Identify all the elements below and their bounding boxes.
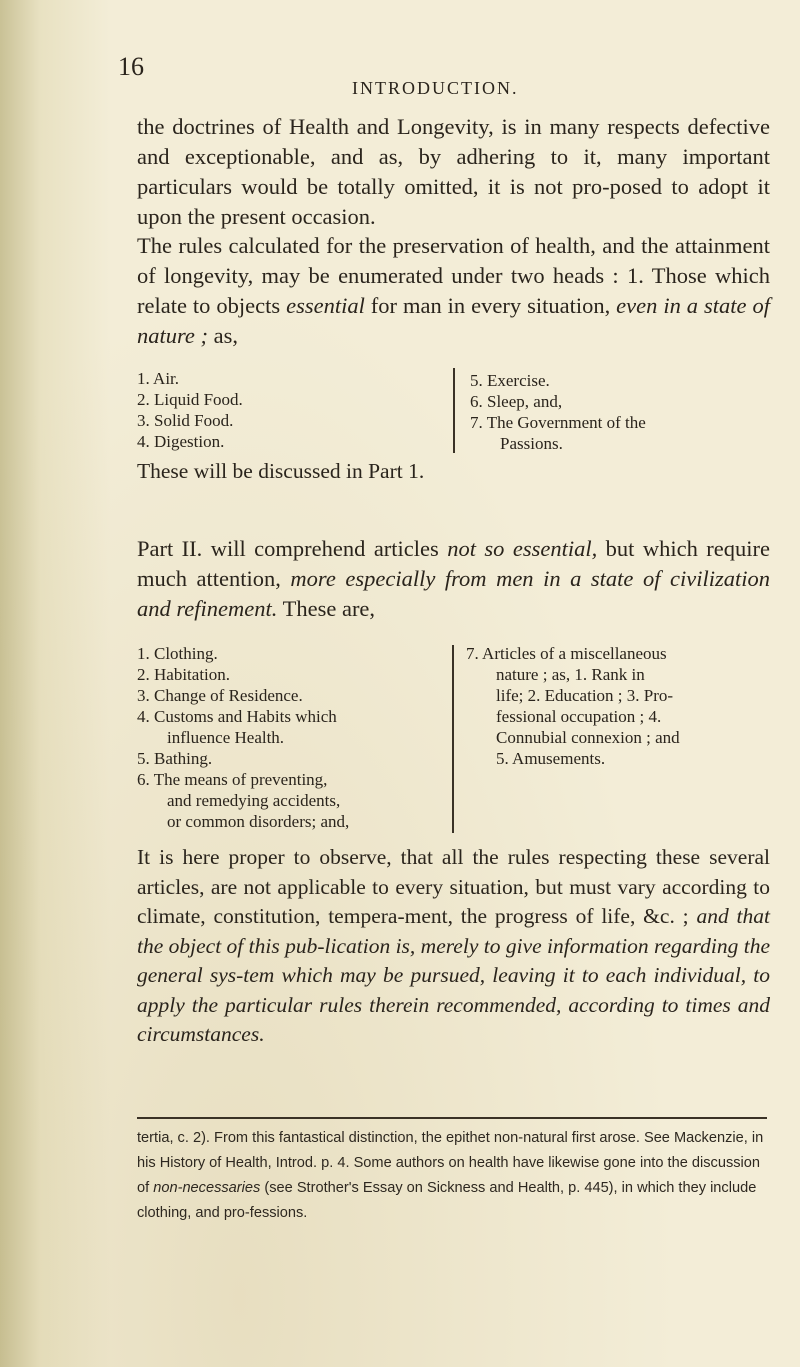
footnote-rule: [137, 1117, 767, 1119]
part1-list-right: [470, 370, 770, 454]
paragraph-3: Part II. will comprehend articles not so essential, but which require much attention, more especially from men in a state of civilization and refinement. These are,: [137, 536, 770, 621]
list-item: 2. Liquid Food.: [137, 390, 243, 409]
list-item: 7. Articles of a miscellaneous: [466, 644, 667, 663]
part2-list-left: [137, 643, 437, 832]
list-item: Connubial connexion ; and: [496, 728, 680, 747]
part1-list-left: [137, 368, 367, 452]
list-item: influence Health.: [167, 728, 285, 747]
part1-closing: These will be discussed in Part 1.: [137, 459, 425, 483]
list-item: 1. Clothing.: [137, 644, 218, 663]
list-item: 4. Digestion.: [137, 432, 225, 451]
list-item: 3. Change of Residence.: [137, 686, 303, 705]
list-item: 4. Customs and Habits which: [137, 707, 337, 726]
paragraph-2: The rules calculated for the preservation of health, and the attainment of longevity, may be enumerated under two heads : 1. Those which relate to objects essential for man in every situation, even in a state of nature ; as,: [137, 233, 770, 348]
list-item: 2. Habitation.: [137, 665, 231, 684]
part2-list-right: [466, 643, 771, 769]
page-number: 16: [118, 52, 144, 81]
list-item: 6. The means of preventing,: [137, 770, 328, 789]
list-item: 3. Solid Food.: [137, 411, 234, 430]
list-item: 6. Sleep, and,: [470, 392, 563, 411]
list-item: Passions.: [500, 434, 563, 453]
list-item: fessional occupation ; 4.: [496, 707, 662, 726]
list-item: and remedying accidents,: [167, 791, 341, 810]
column-divider: [453, 368, 455, 453]
list-item: 5. Bathing.: [137, 749, 213, 768]
list-item: 5. Amusements.: [496, 749, 606, 768]
running-head: INTRODUCTION.: [352, 78, 519, 98]
list-item: 5. Exercise.: [470, 371, 550, 390]
paragraph-1: the doctrines of Health and Longevity, is in many respects defective and exceptionable, and as, by adhering to it, many important particulars would be totally omitted, it is not pro-posed to adopt it upon the present occasion.: [137, 114, 770, 229]
footnote: tertia, c. 2). From this fantastical distinction, the epithet non-natural first arose. See Mackenzie, in his History of Health, Introd. p. 4. Some authors on health have likewise gone into the discussion of non-necessaries (see Strother's Essay on Sickness and Health, p. 445), in which they include clothing, and pro-fessions.: [137, 1130, 764, 1221]
list-item: 1. Air.: [137, 369, 180, 388]
column-divider: [452, 645, 454, 833]
list-item: 7. The Government of the: [470, 413, 646, 432]
list-item: life; 2. Education ; 3. Pro-: [496, 686, 674, 705]
list-item: nature ; as, 1. Rank in: [496, 665, 645, 684]
paragraph-4: It is here proper to observe, that all the rules respecting these several articles, are not applicable to every situation, but must vary according to climate, constitution, tempera-ment, the progress of life, &c. ; and that the object of this pub-lication is, merely to give information regarding the general sys-tem which may be pursued, leaving it to each individual, to apply the particular rules therein recommended, according to times and circumstances.: [137, 845, 770, 1046]
list-item: or common disorders; and,: [167, 812, 350, 831]
